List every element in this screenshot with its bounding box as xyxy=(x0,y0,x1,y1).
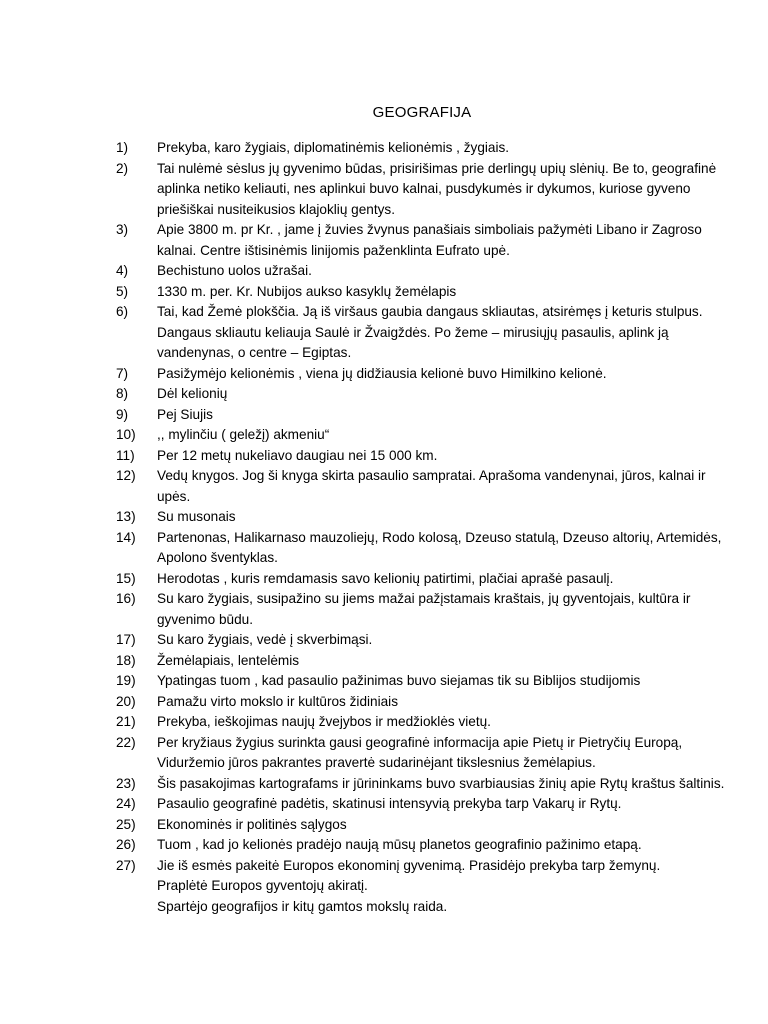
continuation-line: Praplėtė Europos gyventojų akiratį. xyxy=(157,878,368,893)
item-number: 22) xyxy=(116,734,136,750)
list-item xyxy=(116,794,730,815)
list-item xyxy=(116,425,730,446)
item-text: Šis pasakojimas kartografams ir jūrininkams buvo svarbiausias žinių apie Rytų kraštus šaltinis. xyxy=(157,775,725,791)
item-number: 9) xyxy=(116,406,129,422)
continuation-line: Spartėjo geografijos ir kitų gamtos mokslų raida. xyxy=(157,898,448,914)
item-number: 15) xyxy=(116,570,136,586)
item-number: 20) xyxy=(116,693,136,709)
list-item xyxy=(116,815,730,836)
item-text: Apie 3800 m. pr Kr. , jame į žuvies žvynus panašiais simboliais pažymėti Libano ir Zagroso kalnai. Centre ištisinėmis linijomis paženklinta Eufrato upė. xyxy=(157,222,702,258)
item-text: Tai nulėmė sėslus jų gyvenimo būdas, prisirišimas prie derlingų upių slėnių. Be to, geografinė aplinka netiko keliauti, nes aplinkui buvo kalnai, pusdykumės ir dykumos, kuriose gyveno priešiškai nusiteikusios klajoklių gentys. xyxy=(157,160,717,217)
list-item xyxy=(116,856,730,877)
item-number: 5) xyxy=(116,283,129,299)
item-number: 27) xyxy=(116,857,136,873)
item-number: 19) xyxy=(116,673,136,688)
list-item xyxy=(116,138,730,159)
list-item xyxy=(116,692,730,713)
list-item xyxy=(116,302,730,364)
item-text: Ekonominės ir politinės sąlygos xyxy=(157,816,347,832)
item-number: 23) xyxy=(116,775,136,791)
item-text: ,, mylinčiu ( geležį) akmeniu“ xyxy=(157,427,330,442)
item-text: Tai, kad Žemė plokščia. Ją iš viršaus gaubia dangaus skliautas, atsirėmęs į keturis stulpus. Dangaus skliautu keliauja Saulė ir Žvaigždės. Po žeme – mirusiųjų pasaulis, aplink ją vandenynas, o centre – Egiptas. xyxy=(157,304,703,360)
item-number: 4) xyxy=(116,263,129,278)
item-number: 17) xyxy=(116,632,136,647)
item-text: Tuom , kad jo kelionės pradėjo naują mūsų planetos geografinio pažinimo etapą. xyxy=(157,837,642,852)
list-item xyxy=(116,671,730,692)
item-number: 21) xyxy=(116,714,136,729)
item-text: Per 12 metų nukeliavo daugiau nei 15 000 km. xyxy=(157,447,438,463)
item-text: Per kryžiaus žygius surinkta gausi geografinė informacija apie Pietų ir Pietryčių Europą, Viduržemio jūros pakrantes pravertė sudarinėjant tikslesnius žemėlapius. xyxy=(157,734,683,770)
item-text: Su karo žygiais, vedė į skverbimąsi. xyxy=(157,632,373,647)
list-item xyxy=(116,507,730,528)
list-item xyxy=(116,589,730,630)
list-item xyxy=(116,446,730,467)
item-number: 6) xyxy=(116,304,129,319)
item-number: 18) xyxy=(116,652,136,668)
item-number: 7) xyxy=(116,365,129,381)
item-text: 1330 m. per. Kr. Nubijos aukso kasyklų žemėlapis xyxy=(157,283,457,299)
item-text: Žemėlapiais, lentelėmis xyxy=(157,652,300,668)
list-item xyxy=(116,364,730,385)
item-number: 13) xyxy=(116,509,136,524)
item-text: Su musonais xyxy=(157,509,236,524)
list-item xyxy=(116,835,730,856)
item-text: Bechistuno uolos užrašai. xyxy=(157,263,312,278)
item-number: 26) xyxy=(116,837,136,852)
item-number: 11) xyxy=(116,447,135,463)
item-number: 24) xyxy=(116,796,136,811)
list-item xyxy=(116,774,730,795)
list-item xyxy=(116,733,730,774)
list-item xyxy=(116,630,730,651)
list-item xyxy=(116,651,730,672)
list-item xyxy=(116,220,730,261)
list-item xyxy=(116,159,730,221)
list-item xyxy=(116,405,730,426)
list-item xyxy=(116,569,730,590)
item-number: 1) xyxy=(116,140,129,155)
list-item xyxy=(116,282,730,303)
item-text: Vedų knygos. Jog ši knyga skirta pasaulio sampratai. Aprašoma vandenynai, jūros, kalnai ir upės. xyxy=(157,468,706,504)
item-text: Pasaulio geografinė padėtis, skatinusi intensyvią prekyba tarp Vakarų ir Rytų. xyxy=(157,796,622,811)
item-number: 16) xyxy=(116,591,136,606)
item-text: Prekyba, karo žygiais, diplomatinėmis kelionėmis , žygiais. xyxy=(157,140,510,155)
item-number: 14) xyxy=(116,529,136,545)
list-item xyxy=(116,528,730,569)
item-number: 25) xyxy=(116,816,136,832)
item-number: 3) xyxy=(116,222,129,237)
item-number: 12) xyxy=(116,468,136,483)
item-text: Pej Siujis xyxy=(157,406,213,422)
item-text: Prekyba, ieškojimas naujų žvejybos ir medžioklės vietų. xyxy=(157,714,491,729)
item-number: 10) xyxy=(116,427,136,442)
answer-list xyxy=(116,138,730,917)
item-text: Ypatingas tuom , kad pasaulio pažinimas buvo siejamas tik su Biblijos studijomis xyxy=(157,673,641,688)
list-item xyxy=(116,261,730,282)
item-text: Su karo žygiais, susipažino su jiems mažai pažįstamais kraštais, jų gyventojais, kultūra ir gyvenimo būdu. xyxy=(157,591,691,627)
document-title: GEOGRAFIJA xyxy=(372,104,472,121)
item-text: Pamažu virto mokslo ir kultūros židiniais xyxy=(157,693,398,709)
item-number: 2) xyxy=(116,160,129,176)
list-item xyxy=(116,384,730,405)
item-text: Jie iš esmės pakeitė Europos ekonominį gyvenimą. Prasidėjo prekyba tarp žemynų. xyxy=(157,857,661,873)
list-item xyxy=(116,712,730,733)
item-text: Pasižymėjo kelionėmis , viena jų didžiausia kelionė buvo Himilkino kelionė. xyxy=(157,365,607,381)
item-text: Dėl kelionių xyxy=(157,386,228,401)
list-item xyxy=(116,466,730,507)
item-text: Partenonas, Halikarnaso mauzoliejų, Rodo kolosą, Dzeuso statulą, Dzeuso altorių, Artemidės, Apolono šventyklas. xyxy=(157,529,722,565)
item-number: 8) xyxy=(116,386,129,401)
item-text: Herodotas , kuris remdamasis savo kelionių patirtimi, plačiai aprašė pasaulį. xyxy=(157,570,614,586)
